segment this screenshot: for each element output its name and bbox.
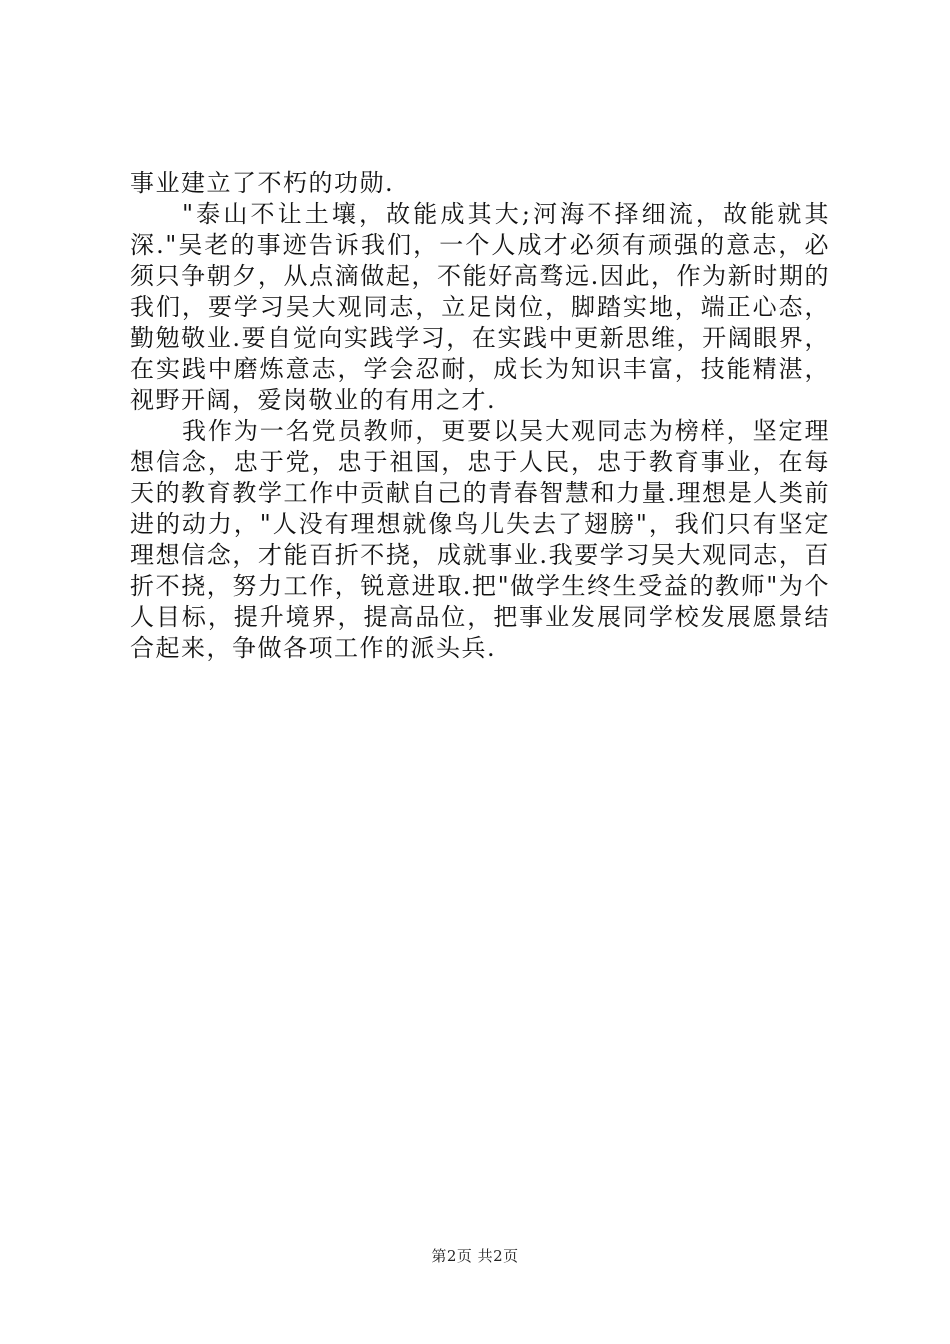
paragraph-continuation: 事业建立了不朽的功勋. — [130, 169, 395, 197]
document-body — [130, 168, 830, 664]
page-footer: 第2页 共2页 — [431, 1247, 519, 1265]
paragraph-quote: "泰山不让土壤，故能成其大;河海不择细流，故能就其深."吴老的事迹告诉我们，一个人成才必须有顽强的意志，必须只争朝夕，从点滴做起，不能好高骛远.因此，作为新时期的我们，要学习吴大观同志，立足岗位，脚踏实地，端正心态，勤勉敬业.要自觉向实践学习，在实践中更新思维，开阔眼界，在实践中磨炼意志，学会忍耐，成长为知识丰富，技能精湛，视野开阔，爱岗敬业的有用之才. — [130, 200, 830, 414]
paragraph-teacher: 我作为一名党员教师，更要以吴大观同志为榜样，坚定理想信念，忠于党，忠于祖国，忠于人民，忠于教育事业，在每天的教育教学工作中贡献自己的青春智慧和力量.理想是人类前进的动力，"人没有理想就像鸟儿失去了翅膀"，我们只有坚定理想信念，才能百折不挠，成就事业.我要学习吴大观同志，百折不挠，努力工作，锐意进取.把"做学生终生受益的教师"为个人目标，提升境界，提高品位，把事业发展同学校发展愿景结合起来，争做各项工作的派头兵. — [130, 417, 830, 662]
